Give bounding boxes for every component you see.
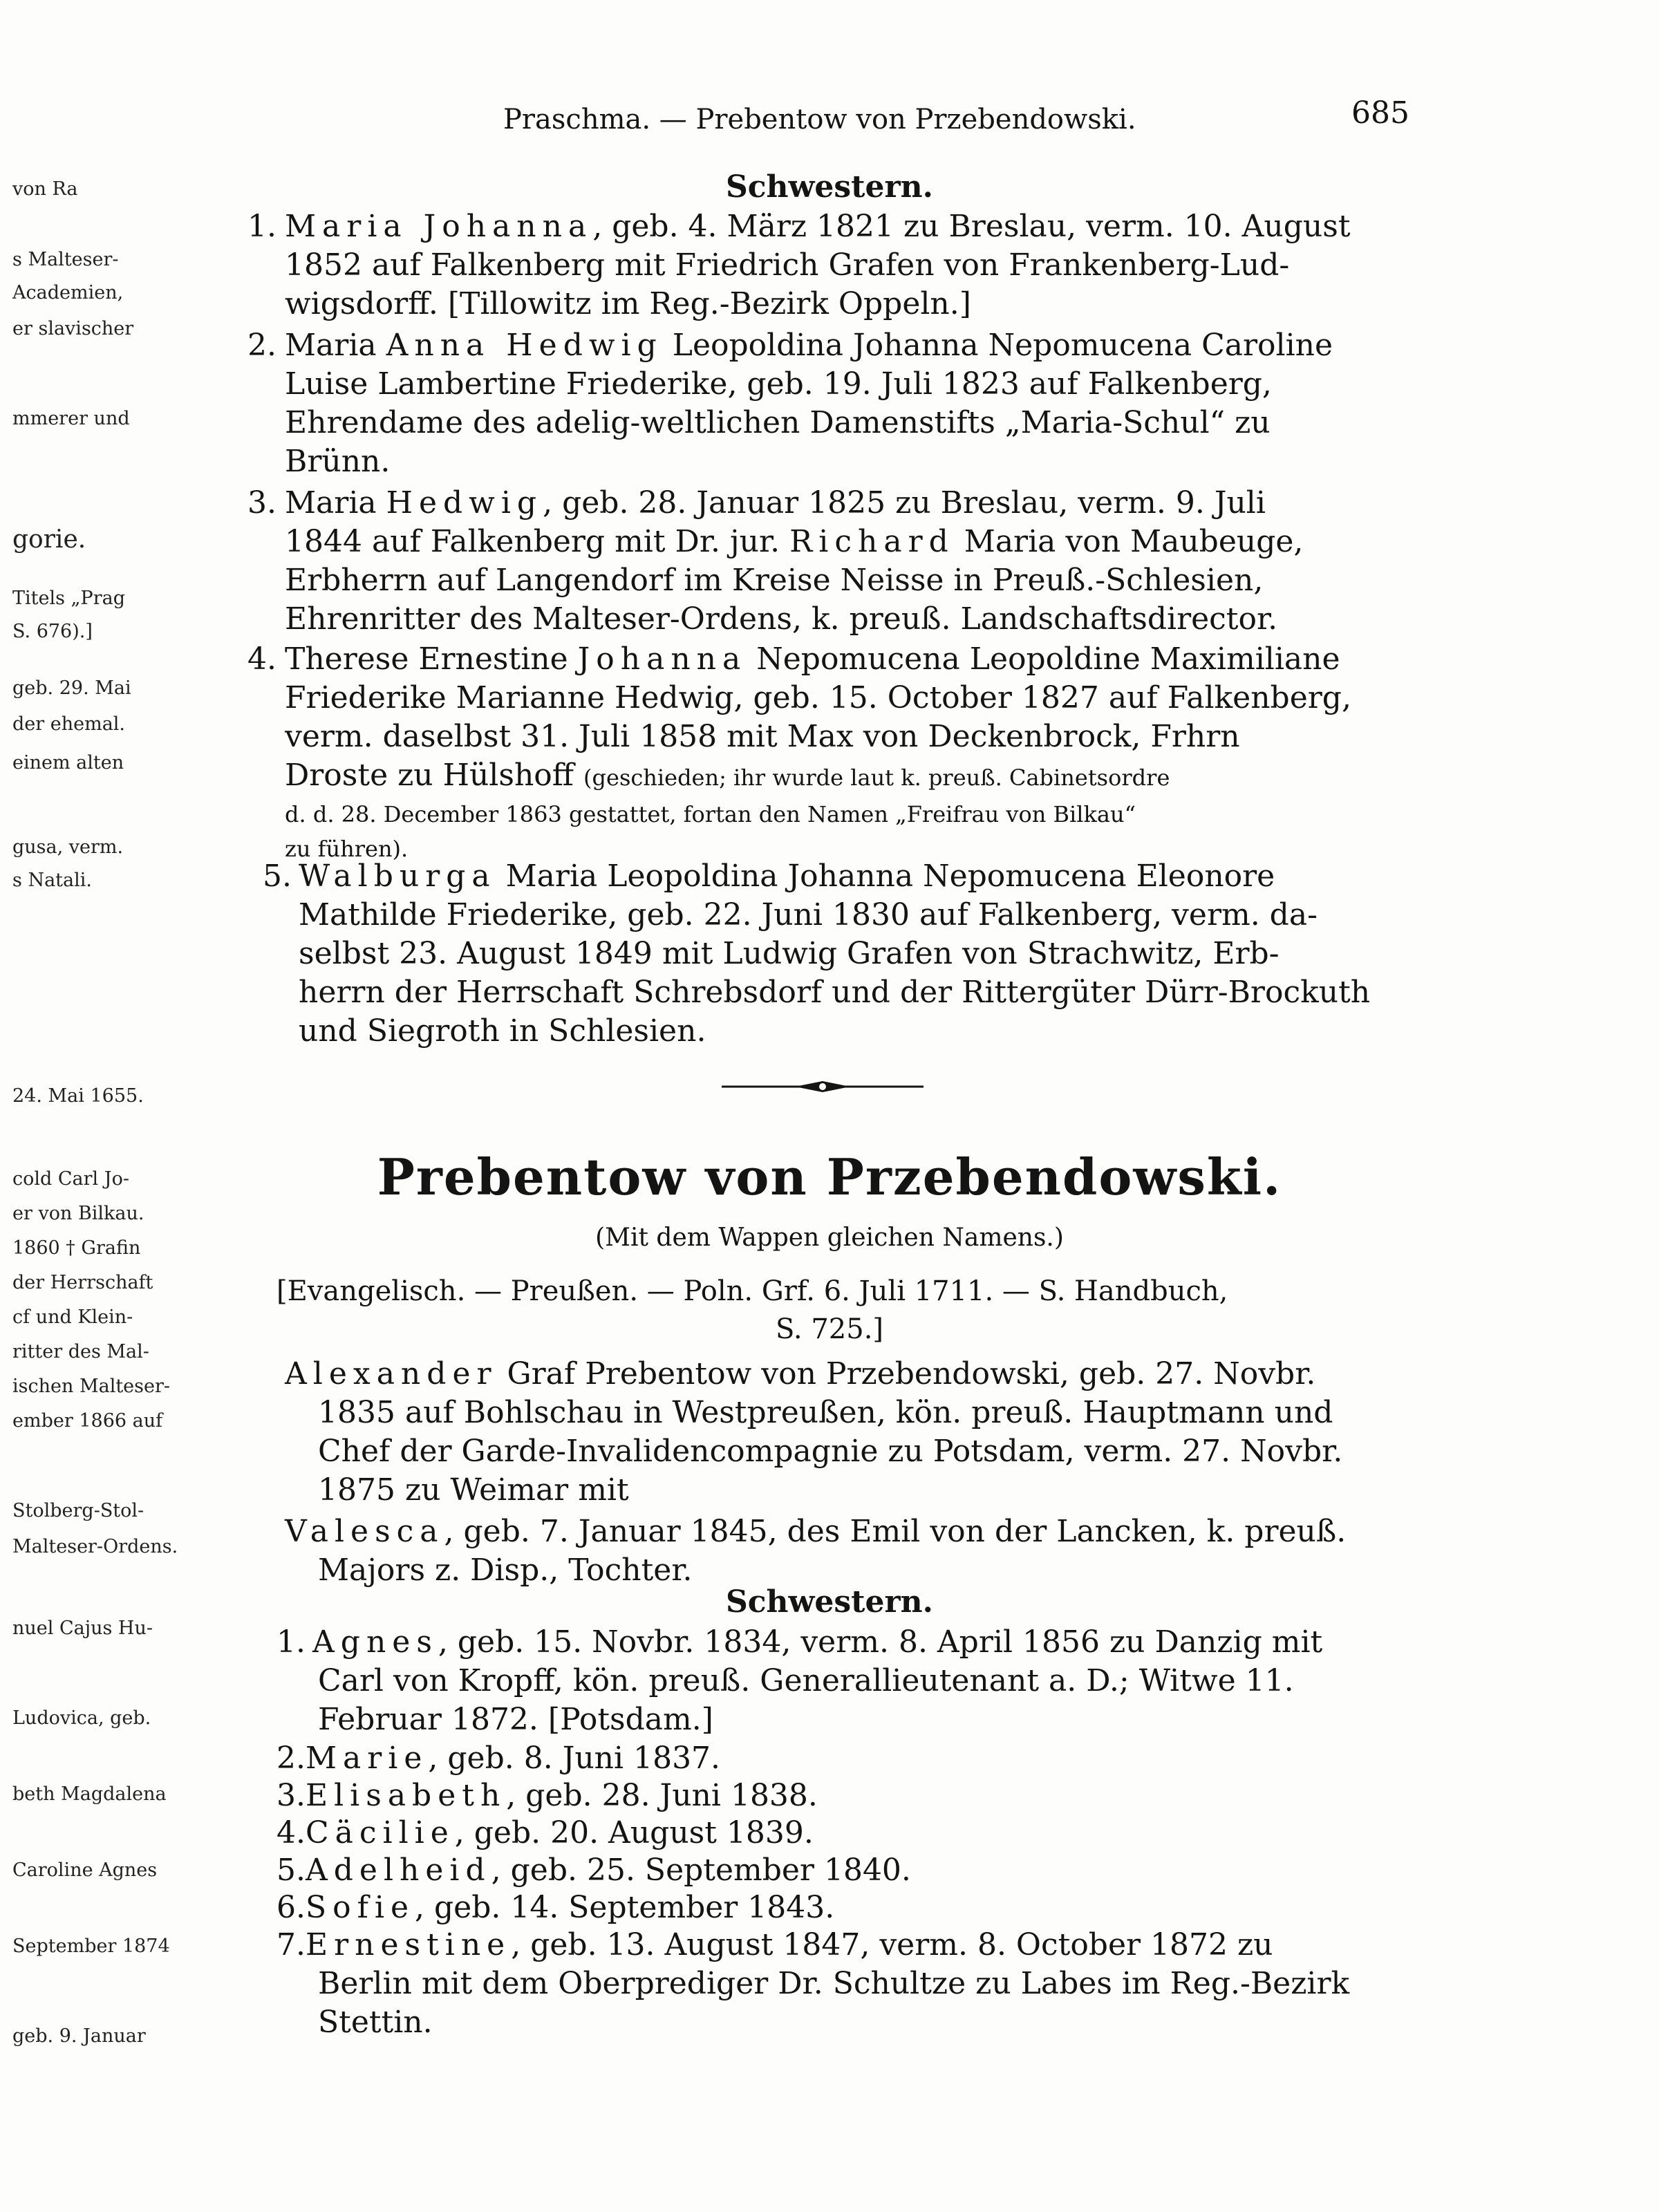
entry-text: Brünn.	[285, 444, 391, 479]
entry-name-spaced: Hedwig	[386, 485, 543, 521]
gutter-line: mmerer und	[12, 408, 130, 429]
entry-text: Berlin mit dem Oberprediger Dr. Schultze zu Labes im Reg.-Bezirk	[318, 1966, 1350, 2001]
gutter-line: geb. 29. Mai	[12, 677, 131, 699]
gutter-line: von Ra	[12, 178, 78, 200]
head-name: Alexander	[285, 1356, 498, 1391]
entry-text: Nepomucena Leopoldine Maximiliane	[747, 641, 1340, 677]
head-text: 1875 zu Weimar mit	[318, 1472, 629, 1508]
gutter-line: beth Magdalena	[12, 1783, 167, 1805]
entry-name-spaced: Johanna	[577, 641, 747, 677]
entry-name-spaced: Adelheid	[305, 1853, 491, 1888]
head-text: 1835 auf Bohlschau in Westpreußen, kön. preuß. Hauptmann und	[318, 1395, 1333, 1430]
head-text: Graf Prebentow von Przebendowski, geb. 27. Novbr.	[497, 1356, 1316, 1391]
entry-footnote: zu führen).	[285, 836, 409, 862]
entry-text: , geb. 4. März 1821 zu Breslau, verm. 10. August	[592, 209, 1351, 244]
entry-text: , geb. 8. Juni 1837.	[428, 1741, 721, 1776]
gutter-line: er slavischer	[12, 318, 134, 339]
spouse-text: Majors z. Disp., Tochter.	[318, 1553, 693, 1588]
gutter-line: Academien,	[12, 282, 124, 303]
family-title: Prebentow von Przebendowski.	[377, 1147, 1282, 1206]
gutter-line: Malteser-Ordens.	[12, 1536, 178, 1557]
gutter-line: 1860 † Grafin	[12, 1237, 141, 1259]
gutter-line: s Malteser-	[12, 249, 119, 270]
entry-name-spaced: Agnes	[312, 1624, 438, 1660]
gutter-line: gusa, verm.	[12, 836, 124, 858]
entry-text: , geb. 28. Juni 1838.	[506, 1778, 818, 1813]
sister-entry-4b	[276, 1814, 814, 1853]
entry-name: Therese Ernestine	[285, 641, 578, 677]
entry-name-spaced: Walburga	[299, 859, 496, 894]
gutter-line: 24. Mai 1655.	[12, 1085, 144, 1107]
entry-number: 5.	[263, 859, 292, 894]
entry-name-spaced: Anna Hedwig	[386, 328, 663, 363]
entry-name-spaced: Marie	[305, 1741, 429, 1776]
gutter-line: ischen Malteser-	[12, 1376, 171, 1397]
entry-text: , geb. 25. September 1840.	[491, 1853, 911, 1888]
entry-number: 6.	[276, 1890, 306, 1925]
entry-text: wigsdorff. [Tillowitz im Reg.-Bezirk Oppeln.]	[285, 286, 971, 321]
entry-text: Ehrenritter des Malteser-Ordens, k. preuß. Landschaftsdirector.	[285, 601, 1278, 637]
entry-text: , geb. 14. September 1843.	[415, 1890, 835, 1925]
page-number: 685	[1351, 95, 1409, 131]
entry-text: Ehrendame des adelig-weltlichen Damenstifts „Maria-Schul“ zu	[285, 405, 1271, 440]
gutter-line: September 1874	[12, 1936, 170, 1957]
entry-text: Stettin.	[318, 2005, 433, 2040]
gutter-line: Caroline Agnes	[12, 1859, 158, 1881]
entry-text: Leopoldina Johanna Nepomucena Caroline	[662, 328, 1333, 363]
entry-text: 1852 auf Falkenberg mit Friedrich Grafen von Frankenberg-Lud-	[285, 247, 1290, 283]
entry-number: 4.	[276, 1815, 306, 1850]
entry-text: , geb. 15. Novbr. 1834, verm. 8. April 1856 zu Danzig mit	[438, 1624, 1323, 1660]
entry-text: verm. daselbst 31. Juli 1858 mit Max von Deckenbrock, Frhrn	[285, 719, 1240, 754]
sister-entry-2b	[276, 1739, 720, 1778]
gutter-line: Stolberg-Stol-	[12, 1500, 144, 1521]
entry-text: Droste zu Hülshoff	[285, 758, 584, 793]
entry-text: Luise Lambertine Friederike, geb. 19. Juli 1823 auf Falkenberg,	[285, 366, 1272, 402]
gutter-line: der ehemal.	[12, 713, 126, 735]
sister-entry-6b	[276, 1888, 834, 1927]
entry-text: , geb. 13. August 1847, verm. 8. October 1872 zu	[511, 1927, 1273, 1962]
entry-footnote: d. d. 28. December 1863 gestattet, fortan den Namen „Freifrau von Bilkau“	[285, 801, 1136, 827]
entry-number: 5.	[276, 1853, 306, 1888]
section-heading-2: Schwestern.	[725, 1584, 933, 1620]
gutter-line: der Herrschaft	[12, 1272, 153, 1293]
entry-text: 1844 auf Falkenberg mit Dr. jur.	[285, 524, 790, 559]
entry-number: 7.	[276, 1927, 306, 1962]
entry-name: Maria Johanna	[285, 209, 593, 244]
gutter-line: er von Bilkau.	[12, 1203, 144, 1224]
entry-text: Maria Leopoldina Johanna Nepomucena Eleonore	[496, 859, 1275, 894]
entry-number: 2.	[276, 1741, 306, 1776]
entry-number: 3.	[276, 1778, 306, 1813]
entry-text: , geb. 20. August 1839.	[454, 1815, 814, 1850]
gutter-line: ember 1866 auf	[12, 1410, 163, 1432]
head-text: Chef der Garde-Invalidencompagnie zu Potsdam, verm. 27. Novbr.	[318, 1434, 1343, 1469]
entry-text: Carl von Kropff, kön. preuß. Generallieutenant a. D.; Witwe 11.	[318, 1663, 1294, 1698]
entry-number: 1.	[276, 1624, 306, 1660]
family-summary-cont: S. 725.]	[775, 1313, 884, 1345]
family-summary: [Evangelisch. — Preußen. — Poln. Grf. 6. Juli 1711. — S. Handbuch,	[276, 1275, 1228, 1307]
gutter-line: gorie.	[12, 525, 86, 554]
section-heading: Schwestern.	[725, 169, 933, 205]
entry-text: und Siegroth in Schlesien.	[299, 1013, 706, 1049]
gutter-line: S. 676).]	[12, 621, 93, 642]
entry-number: 1.	[247, 209, 276, 244]
gutter-line: nuel Cajus Hu-	[12, 1618, 153, 1639]
entry-number: 3.	[247, 485, 276, 521]
entry-text: Erbherrn auf Langendorf im Kreise Neisse in Preuß.-Schlesien,	[285, 563, 1264, 598]
spouse-name: Valesca	[285, 1514, 444, 1549]
entry-text: Friederike Marianne Hedwig, geb. 15. October 1827 auf Falkenberg,	[285, 680, 1351, 715]
gutter-line: s Natali.	[12, 870, 92, 891]
entry-text: herrn der Herrschaft Schrebsdorf und der Rittergüter Dürr-Brockuth	[299, 975, 1371, 1010]
entry-name: Maria	[285, 485, 386, 521]
entry-text: Maria von Maubeuge,	[954, 524, 1304, 559]
family-subtitle: (Mit dem Wappen gleichen Namens.)	[595, 1224, 1064, 1252]
entry-footnote: (geschieden; ihr wurde laut k. preuß. Cabinetsordre	[583, 765, 1170, 791]
entry-name: Maria	[285, 328, 386, 363]
entry-text: selbst 23. August 1849 mit Ludwig Grafen von Strachwitz, Erb-	[299, 936, 1280, 971]
entry-name-spaced: Elisabeth	[305, 1778, 507, 1813]
entry-name-spaced: Ernestine	[305, 1927, 512, 1962]
gutter-line: ritter des Mal-	[12, 1341, 149, 1362]
ornament-divider	[719, 1078, 926, 1095]
entry-text: Februar 1872. [Potsdam.]	[318, 1702, 713, 1737]
gutter-line: cold Carl Jo-	[12, 1168, 129, 1190]
spouse-text: , geb. 7. Januar 1845, des Emil von der Lancken, k. preuß.	[444, 1514, 1347, 1549]
entry-number: 4.	[247, 641, 276, 677]
gutter-line: geb. 9. Januar	[12, 2025, 146, 2047]
gutter-line: cf und Klein-	[12, 1306, 133, 1328]
entry-name-spaced: Sofie	[305, 1890, 415, 1925]
running-head: Praschma. — Prebentow von Przebendowski.	[503, 104, 1136, 135]
entry-number: 2.	[247, 328, 276, 363]
gutter-line: Ludovica, geb.	[12, 1707, 151, 1729]
entry-text: , geb. 28. Januar 1825 zu Breslau, verm. 9. Juli	[543, 485, 1266, 521]
entry-name-spaced: Cäcilie	[305, 1815, 455, 1850]
entry-text: Mathilde Friederike, geb. 22. Juni 1830 auf Falkenberg, verm. da-	[299, 897, 1318, 932]
entry-name-spaced: Richard	[789, 524, 955, 559]
sister-entry-5b	[276, 1851, 911, 1890]
gutter-line: einem alten	[12, 752, 124, 774]
gutter-line: Titels „Prag	[12, 588, 125, 609]
sister-entry-3b	[276, 1777, 818, 1815]
